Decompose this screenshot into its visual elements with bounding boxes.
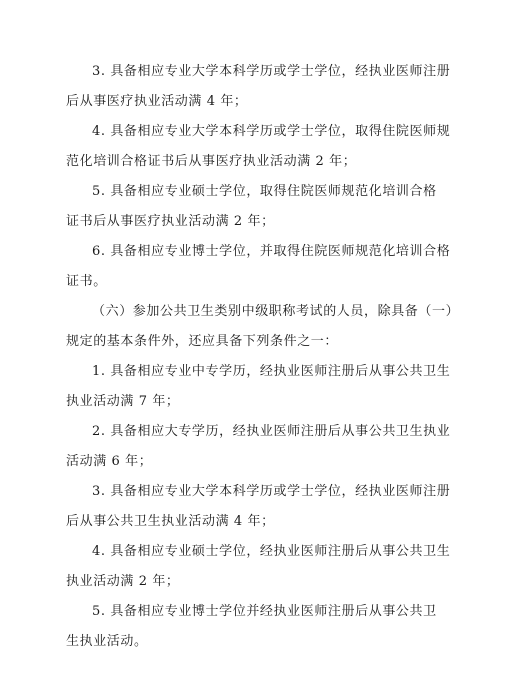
paragraph-line: 范化培训合格证书后从事医疗执业活动满 2 年； [66,154,357,169]
paragraph-line: 5. 具备相应专业硕士学位，取得住院医师规范化培训合格 [92,184,437,199]
paragraph-line: 6. 具备相应专业博士学位，并取得住院医师规范化培训合格 [92,244,451,259]
paragraph-line: 4. 具备相应专业大学本科学历或学士学位，取得住院医师规 [92,124,451,139]
paragraph-item-3-public-health [66,477,456,537]
paragraph-line: 活动满 6 年； [66,454,153,469]
paragraph-line: 执业活动满 7 年； [66,394,180,409]
paragraph-line: 1. 具备相应专业中专学历，经执业医师注册后从事公共卫生 [92,364,451,379]
paragraph-item-6-clinical [66,237,456,297]
paragraph-line: 生执业活动。 [66,634,148,649]
paragraph-line: 3. 具备相应专业大学本科学历或学士学位，经执业医师注册 [92,484,451,499]
paragraph-item-2-public-health [66,417,456,477]
paragraph-item-1-public-health [66,357,456,417]
paragraph-line: 5. 具备相应专业博士学位并经执业医师注册后从事公共卫 [92,604,437,619]
paragraph-item-5-public-health [66,597,456,657]
paragraph-line: 证书后从事医疗执业活动满 2 年； [66,214,275,229]
paragraph-line: 证书。 [66,274,107,289]
document-page [66,57,460,657]
paragraph-item-3-clinical [66,57,456,117]
paragraph-line: 执业活动满 2 年； [66,574,180,589]
paragraph-item-5-clinical [66,177,456,237]
paragraph-item-4-clinical [66,117,456,177]
paragraph-section-6-intro [66,297,460,357]
paragraph-line: 2. 具备相应大专学历，经执业医师注册后从事公共卫生执业 [92,424,451,439]
paragraph-line: 3. 具备相应专业大学本科学历或学士学位，经执业医师注册 [92,64,451,79]
paragraph-line: 后从事医疗执业活动满 4 年； [66,94,248,109]
paragraph-item-4-public-health [66,537,456,597]
paragraph-line: 规定的基本条件外，还应具备下列条件之一： [66,334,339,349]
paragraph-line: 后从事公共卫生执业活动满 4 年； [66,514,275,529]
paragraph-line: 4. 具备相应专业硕士学位，经执业医师注册后从事公共卫生 [92,544,451,559]
paragraph-line: （六）参加公共卫生类别中级职称考试的人员，除具备（一） [92,304,460,319]
